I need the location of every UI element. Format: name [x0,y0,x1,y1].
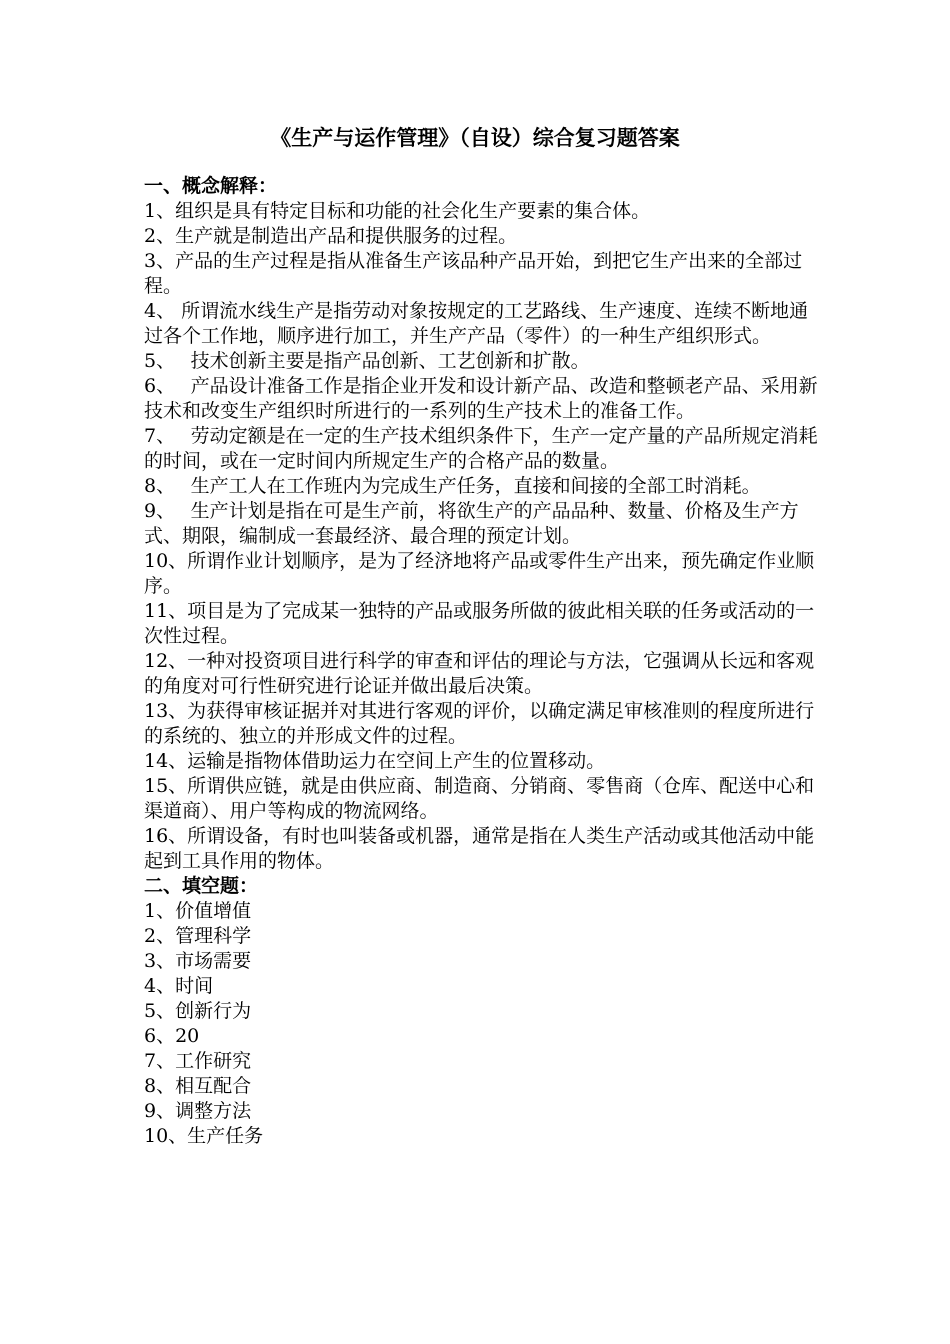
concept-item: 3、产品的生产过程是指从准备生产该品种产品开始，到把它生产出来的全部过程。 [144,250,803,297]
answer-item: 9、调整方法 [144,1100,252,1122]
concept-item: 12、一种对投资项目进行科学的审查和评估的理论与方法，它强调从长远和客观的角度对可行性研究进行论证并做出最后决策。 [144,650,815,697]
answer-item: 2、管理科学 [144,925,252,947]
concept-item: 15、所谓供应链，就是由供应商、制造商、分销商、零售商（仓库、配送中心和渠道商）、用户等构成的物流网络。 [144,775,815,822]
answer-item: 8、相互配合 [144,1075,252,1097]
concept-item: 6、 产品设计准备工作是指企业开发和设计新产品、改造和整顿老产品、采用新技术和改变生产组织时所进行的一系列的生产技术上的准备工作。 [144,375,818,422]
concept-item: 10、所谓作业计划顺序，是为了经济地将产品或零件生产出来，预先确定作业顺序。 [144,550,815,597]
answer-item: 10、生产任务 [144,1125,264,1147]
section-heading-fill-in: 二、填空题： [144,875,259,897]
concept-item: 2、生产就是制造出产品和提供服务的过程。 [144,225,518,247]
answer-item: 7、工作研究 [144,1050,252,1072]
concept-item: 5、 技术创新主要是指产品创新、工艺创新和扩散。 [144,350,590,372]
concept-item: 11、项目是为了完成某一独特的产品或服务所做的彼此相关联的任务或活动的一次性过程。 [144,600,815,647]
concept-item: 4、 所谓流水线生产是指劳动对象按规定的工艺路线、生产速度、连续不断地通过各个工作地，顺序进行加工，并生产产品（零件）的一种生产组织形式。 [144,300,809,347]
answer-item: 4、时间 [144,975,214,997]
concept-item: 16、所谓设备，有时也叫装备或机器，通常是指在人类生产活动或其他活动中能起到工具作用的物体。 [144,825,815,872]
answer-item: 5、创新行为 [144,1000,252,1022]
concept-item: 9、 生产计划是指在可是生产前，将欲生产的产品品种、数量、价格及生产方式、期限，编制成一套最经济、最合理的预定计划。 [144,500,799,547]
document-body [144,174,824,1149]
concept-item: 14、运输是指物体借助运力在空间上产生的位置移动。 [144,750,606,772]
answer-item: 1、价值增值 [144,900,252,922]
concept-item: 7、 劳动定额是在一定的生产技术组织条件下，生产一定产量的产品所规定消耗的时间，或在一定时间内所规定生产的合格产品的数量。 [144,425,818,472]
section-heading-concepts: 一、概念解释： [144,175,278,197]
document-title: 《生产与运作管理》（自设）综合复习题答案 [270,125,680,150]
concept-item: 13、为获得审核证据并对其进行客观的评价，以确定满足审核准则的程度所进行的系统的、独立的并形成文件的过程。 [144,700,815,747]
concept-item: 1、组织是具有特定目标和功能的社会化生产要素的集合体。 [144,200,651,222]
answer-item: 6、20 [144,1025,200,1047]
concept-item: 8、 生产工人在工作班内为完成生产任务，直接和间接的全部工时消耗。 [144,475,761,497]
answer-item: 3、市场需要 [144,950,252,972]
